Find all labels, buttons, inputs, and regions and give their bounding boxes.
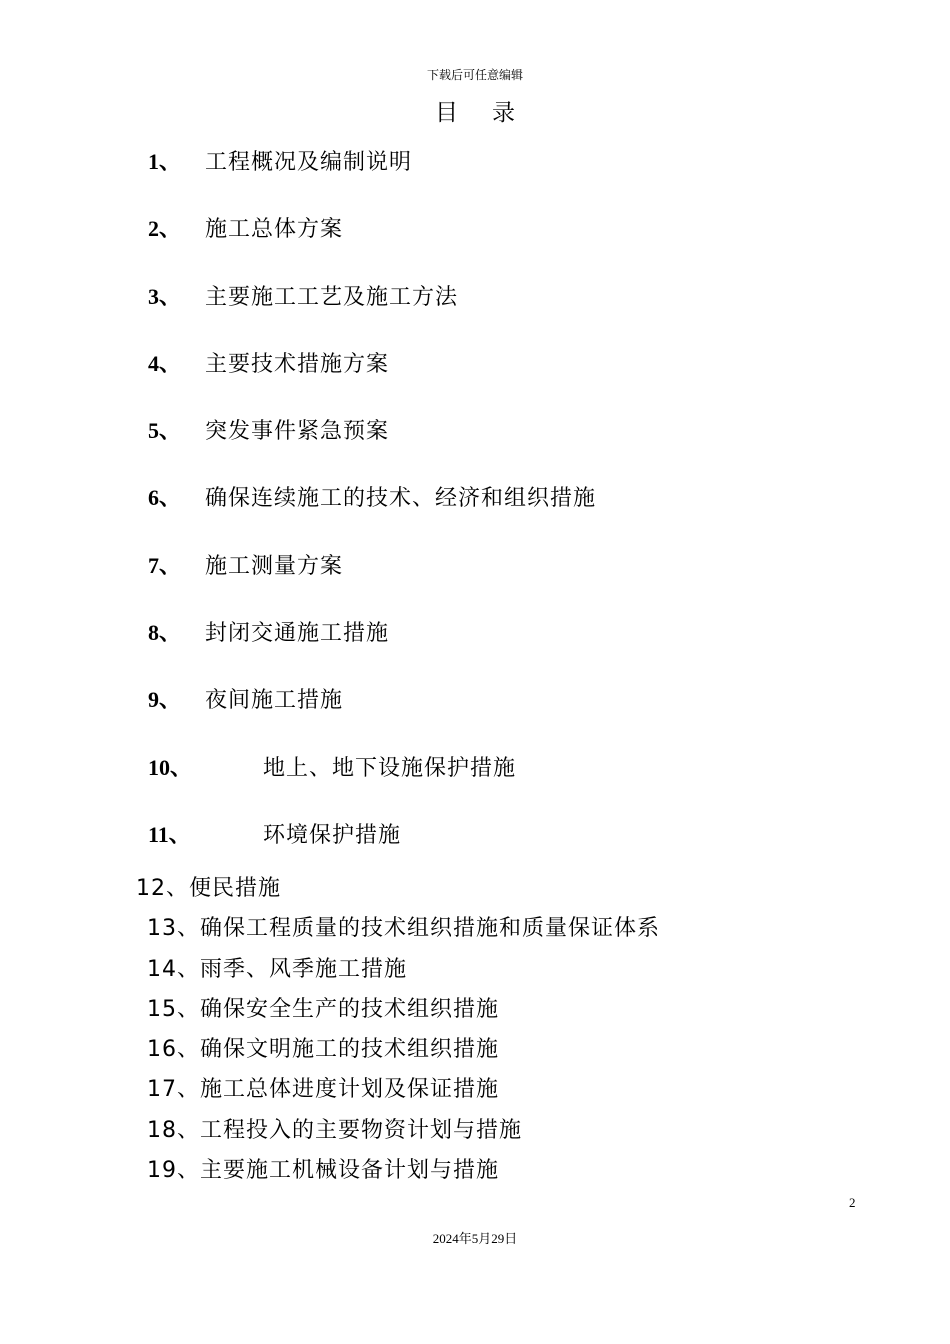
toc-item-title: 确保连续施工的技术、经济和组织措施 [205,486,597,512]
toc-item-number: 9、 [148,687,182,713]
toc-item-title: 封闭交通施工措施 [205,621,390,647]
toc-item-number: 1、 [148,149,182,174]
toc-item [148,415,596,482]
toc-item-number: 2、 [148,216,182,242]
toc-item [148,281,596,348]
toc-item [148,348,596,415]
toc-item-number: 5、 [148,418,182,444]
page-footer-date: 2024年5月29日 [432,1231,518,1246]
toc-item: 18、工程投入的主要物资计划与措施 [147,1117,522,1143]
toc-item [148,617,596,684]
toc-item-number: 6、 [148,485,182,511]
toc-item: 13、确保工程质量的技术组织措施和质量保证体系 [147,916,660,942]
toc-item-number: 3、 [148,283,182,309]
toc-item: 15、确保安全生产的技术组织措施 [147,996,499,1022]
toc-item-number: 7、 [148,552,182,578]
toc-item-number: 8、 [148,620,182,646]
toc-item: 16、确保文明施工的技术组织措施 [147,1037,499,1063]
toc-item: 12、便民措施 [136,876,281,901]
toc-item: 17、施工总体进度计划及保证措施 [147,1077,499,1103]
title-char-left: 目 [435,100,458,126]
toc-item-title: 工程概况及编制说明 [205,150,413,175]
toc-item [148,146,596,213]
toc-item-title: 地上、地下设施保护措施 [263,755,517,781]
toc-item-number: 11、 [148,821,191,847]
toc-item [148,213,596,280]
toc-item-title: 施工总体方案 [205,217,344,243]
toc-item-title: 突发事件紧急预案 [205,419,390,445]
title-char-right: 录 [492,100,515,126]
toc-item-title: 环境保护措施 [263,822,402,848]
toc-item [148,550,596,617]
toc-item: 19、主要施工机械设备计划与措施 [147,1158,499,1184]
toc-item-number: 4、 [148,350,182,376]
toc-item: 14、雨季、风季施工措施 [147,956,407,982]
toc-item [148,684,596,751]
toc-item-title: 主要技术措施方案 [205,351,390,377]
toc-item-title: 施工测量方案 [205,553,344,579]
page-title [0,94,950,127]
table-of-contents-main [148,146,596,886]
page-number: 2 [849,1195,856,1210]
table-of-contents-continued [136,873,660,1195]
toc-item-title: 夜间施工措施 [205,688,344,714]
toc-item-number: 10、 [148,754,193,780]
page-header: 下载后可任意编辑 [426,68,523,82]
toc-item [148,482,596,549]
toc-item [148,752,596,819]
toc-item-title: 主要施工工艺及施工方法 [205,284,459,310]
